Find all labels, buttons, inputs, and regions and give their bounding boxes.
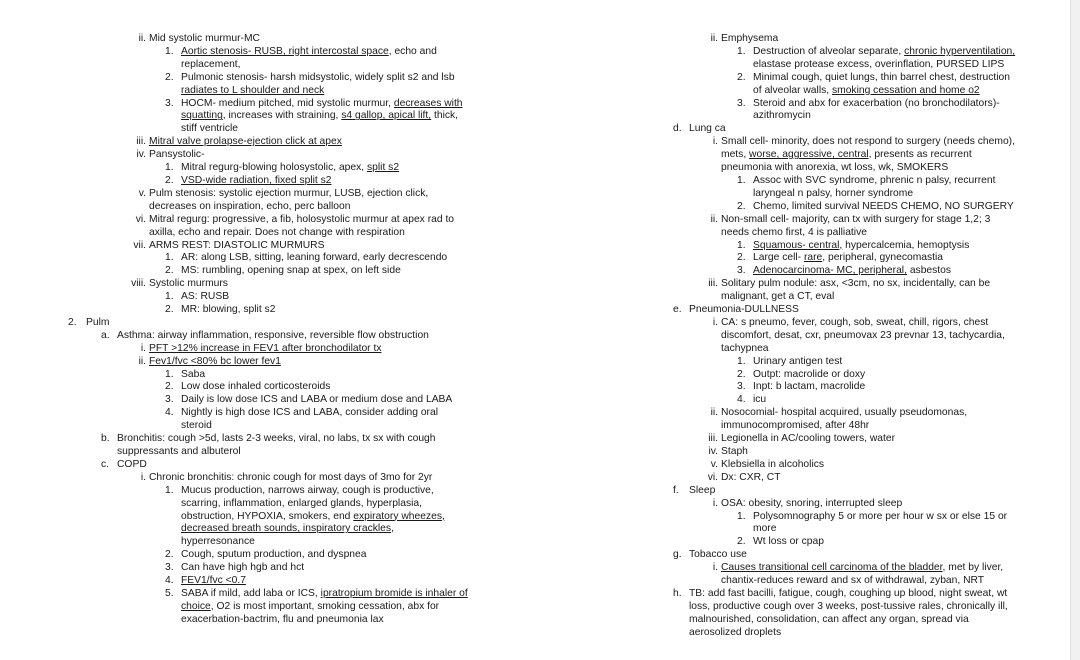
outline-text (721, 446, 1020, 459)
outline-marker: iv. (708, 446, 718, 457)
text-run: Mitral regurg: progressive, a fib, holosystolic murmur at apex rad to axilla, echo and repair. Does not change with respiration (149, 213, 455, 238)
text-run: Small cell- minority, does not respond to surgery (needs chemo), mets, (721, 136, 1015, 161)
outline-item (640, 252, 1020, 265)
outline-text (181, 407, 468, 433)
outline-marker: 1. (165, 252, 174, 264)
outline-item (68, 369, 468, 382)
outline-item (640, 459, 1020, 472)
outline-text (753, 252, 1020, 265)
outline-text (181, 304, 468, 317)
outline-item (68, 549, 468, 562)
outline-item (640, 201, 1020, 214)
outline-item (640, 472, 1020, 485)
outline-text (753, 381, 1020, 394)
text-run: elastase protease excess, overinflation, PURSED LIPS (753, 58, 1005, 70)
outline-text (689, 485, 1020, 498)
outline-marker: 2. (737, 536, 746, 548)
outline-item (68, 459, 468, 472)
outline-item (68, 588, 468, 627)
underlined-text: VSD-wide radiation, fixed split s2 (181, 174, 332, 186)
outline-item (68, 394, 468, 407)
outline-marker: d. (673, 123, 682, 135)
outline-text (117, 459, 468, 472)
outline-marker: iv. (136, 149, 146, 161)
outline-marker: viii. (131, 278, 146, 290)
text-run: Legionella in AC/cooling towers, water (721, 433, 896, 445)
outline-marker: 2. (165, 174, 174, 186)
underlined-text: Mitral valve prolapse-ejection click at apex (149, 136, 342, 148)
text-run: COPD (117, 458, 147, 470)
outline-marker: ii. (710, 407, 718, 419)
text-run: Destruction of alveolar separate, (753, 45, 905, 57)
text-run: Emphysema (721, 33, 779, 44)
outline-item (640, 562, 1020, 588)
text-run: Chemo, limited survival NEEDS CHEMO, NO SURGERY (753, 200, 1014, 212)
outline-marker: 1. (165, 162, 174, 174)
outline-item (640, 369, 1020, 382)
text-run: thick, stiff ventricle (181, 110, 459, 135)
outline-text (721, 562, 1020, 588)
outline-text (181, 369, 468, 382)
text-run: Minimal cough, quiet lungs, thin barrel chest, destruction of alveolar walls, (753, 71, 1010, 96)
text-run: MR: blowing, split s2 (181, 304, 276, 316)
text-run: Solitary pulm nodule: asx, <3cm, no sx, incidentally, can be malignant, get a CT, eval (721, 278, 991, 303)
underlined-text: worse, aggressive, central (749, 149, 869, 161)
outline-text (753, 369, 1020, 382)
text-run: Non-small cell- majority, can tx with surgery for stage 1,2; 3 needs chemo first, 4 is palliative (721, 213, 991, 238)
outline-item (640, 394, 1020, 407)
outline-text (181, 485, 468, 550)
outline-text (721, 498, 1020, 511)
outline-text (753, 201, 1020, 214)
text-run: Staph (721, 446, 748, 457)
text-run: HOCM- medium pitched, mid systolic murmur, (181, 97, 394, 109)
outline-text (181, 562, 468, 575)
underlined-text: Aortic stenosis- RUSB, right intercostal space (181, 45, 389, 57)
outline-text (689, 549, 1020, 562)
outline-item (640, 278, 1020, 304)
outline-item (68, 278, 468, 291)
text-run: , presents as recurrent pneumonia with anorexia, wt loss, wk, SMOKERS (721, 149, 972, 174)
outline-text (149, 188, 468, 214)
outline-marker: 3. (737, 97, 746, 109)
outline-item (640, 407, 1020, 433)
text-run: Saba (181, 368, 206, 380)
outline-item (640, 549, 1020, 562)
outline-marker: 3. (737, 381, 746, 393)
underlined-text: Squamous- central, (753, 239, 843, 251)
outline-item (640, 446, 1020, 459)
outline-text (753, 98, 1020, 124)
outline-item (68, 46, 468, 72)
outline-marker: ii. (138, 33, 146, 44)
text-run: Pulm stenosis: systolic ejection murmur, LUSB, ejection click, decreases on inspiration, echo, perc balloon (149, 187, 429, 212)
text-run: Assoc with SVC syndrome, phrenic n palsy, recurrent laryngeal n palsy, horner syndrome (753, 174, 996, 199)
text-run: Pneumonia-DULLNESS (689, 304, 799, 316)
outline-text (86, 317, 468, 330)
outline-text (721, 33, 1020, 46)
outline-item (68, 472, 468, 485)
outline-item (640, 46, 1020, 72)
left-column (68, 33, 468, 627)
outline-text (753, 240, 1020, 253)
outline-marker: 2. (165, 265, 174, 277)
underlined-text: FEV1/fvc <0.7 (181, 575, 246, 587)
outline-item (640, 304, 1020, 317)
outline-item (68, 252, 468, 265)
underlined-text: Adenocarcinoma- MC, peripheral, (753, 265, 907, 277)
outline-text (181, 252, 468, 265)
outline-marker: 2. (737, 368, 746, 380)
outline-item (640, 33, 1020, 46)
vertical-scrollbar[interactable] (1070, 0, 1080, 660)
outline-marker: 2. (165, 71, 174, 83)
outline-marker: 2. (737, 200, 746, 212)
outline-marker: 2. (165, 549, 174, 561)
outline-marker: v. (710, 458, 718, 470)
text-run: Asthma: airway inflammation, responsive, reversible flow obstruction (117, 329, 429, 341)
outline-text (181, 588, 468, 627)
outline-item (640, 317, 1020, 356)
outline-text (149, 149, 468, 162)
outline-text (181, 549, 468, 562)
outline-item (640, 511, 1020, 537)
outline-marker: 1. (737, 174, 746, 186)
outline-text (753, 356, 1020, 369)
underlined-text: smoking cessation and home o2 (831, 84, 980, 96)
outline-marker: 2. (68, 316, 77, 328)
outline-text (721, 407, 1020, 433)
outline-text (721, 278, 1020, 304)
outline-marker: 1. (165, 45, 174, 57)
text-run: Lung ca (689, 123, 726, 135)
outline-item (68, 562, 468, 575)
outline-text (689, 588, 1020, 640)
text-run: Can have high hgb and hct (181, 562, 305, 574)
underlined-text: rare (803, 252, 823, 264)
outline-text (721, 317, 1020, 356)
outline-marker: i. (140, 471, 146, 483)
outline-item (68, 407, 468, 433)
underlined-text: expiratory wheezes, decreased breath sounds, inspiratory crackles (181, 510, 445, 535)
outline-marker: i. (712, 316, 718, 328)
outline-marker: 3. (165, 562, 174, 574)
outline-item (640, 433, 1020, 446)
outline-text (149, 356, 468, 369)
outline-marker: i. (712, 497, 718, 509)
outline-text (117, 330, 468, 343)
outline-item (68, 291, 468, 304)
text-run: AS: RUSB (181, 291, 230, 303)
outline-marker: 4. (737, 394, 746, 406)
outline-text (753, 175, 1020, 201)
text-run: Chronic bronchitis: chronic cough for most days of 3mo for 2yr (149, 471, 433, 483)
outline-marker: i. (712, 136, 718, 148)
outline-marker: 1. (737, 239, 746, 251)
text-run: Daily is low dose ICS and LABA or medium dose and LABA (181, 394, 453, 406)
outline-item (640, 588, 1020, 640)
text-run: AR: along LSB, sitting, leaning forward, early decrescendo (181, 252, 448, 264)
text-run: , peripheral, gynecomastia (822, 252, 944, 264)
text-run: icu (753, 394, 767, 406)
text-run: Nosocomial- hospital acquired, usually pseudomonas, immunocompromised, after 48hr (721, 407, 968, 432)
outline-text (753, 536, 1020, 549)
text-run: Dx: CXR, CT (721, 471, 781, 483)
outline-item (68, 317, 468, 330)
outline-item (68, 381, 468, 394)
outline-text (181, 98, 468, 137)
outline-text (721, 214, 1020, 240)
text-run: Polysomnography 5 or more per hour w sx or else 15 or more (753, 510, 1008, 535)
outline-item (68, 330, 468, 343)
outline-marker: iii. (136, 136, 146, 148)
outline-text (753, 511, 1020, 537)
outline-marker: 1. (165, 368, 174, 380)
text-run: Mucus production, narrows airway, cough is productive, scarring, inflammation, enlarged glands, hyperplasia, obstruction, HYPOXIA, smokers, end (181, 484, 434, 522)
outline-text (753, 394, 1020, 407)
outline-item (68, 136, 468, 149)
outline-text (753, 72, 1020, 98)
outline-text (149, 33, 468, 46)
outline-marker: i. (140, 342, 146, 354)
outline-item (68, 98, 468, 137)
text-run: Nightly is high dose ICS and LABA, consider adding oral steroid (181, 407, 438, 432)
outline-item (640, 240, 1020, 253)
outline-text (181, 575, 468, 588)
outline-item (640, 536, 1020, 549)
outline-item (68, 485, 468, 550)
outline-marker: h. (673, 587, 682, 599)
outline-text (149, 343, 468, 356)
text-run: Pulmonic stenosis- harsh midsystolic, widely split s2 and lsb (181, 71, 455, 83)
text-run: Mitral regurg-blowing holosystolic, apex, (181, 162, 367, 174)
outline-marker: 1. (737, 510, 746, 522)
outline-marker: g. (673, 549, 682, 561)
outline-marker: ii. (710, 213, 718, 225)
text-run: Low dose inhaled corticosteroids (181, 381, 331, 393)
underlined-text: chronic hyperventilation, (904, 45, 1016, 57)
outline-item (68, 175, 468, 188)
outline-item (640, 381, 1020, 394)
outline-item (68, 343, 468, 356)
outline-item (68, 214, 468, 240)
text-run: OSA: obesity, snoring, interrupted sleep (721, 497, 903, 509)
outline-marker: 1. (165, 484, 174, 496)
outline-marker: ii. (710, 33, 718, 44)
text-run: Klebsiella in alcoholics (721, 458, 825, 470)
outline-item (68, 149, 468, 162)
outline-marker: i. (712, 562, 718, 574)
outline-text (181, 46, 468, 72)
outline-text (181, 175, 468, 188)
text-run: MS: rumbling, opening snap at spex, on left side (181, 265, 401, 277)
text-run: ARMS REST: DIASTOLIC MURMURS (149, 239, 325, 251)
outline-marker: 2. (165, 381, 174, 393)
text-run: Inpt: b lactam, macrolide (753, 381, 866, 393)
underlined-text: s4 gallop, apical lift, (341, 110, 432, 122)
outline-text (721, 136, 1020, 175)
outline-item (640, 175, 1020, 201)
text-run: Bronchitis: cough >5d, lasts 2-3 weeks, viral, no labs, tx sx with cough suppressants and albuterol (117, 433, 436, 457)
outline-marker: f. (673, 484, 679, 496)
outline-text (149, 214, 468, 240)
outline-marker: vii. (133, 239, 146, 251)
outline-text (181, 394, 468, 407)
outline-marker: b. (101, 433, 110, 445)
outline-item (640, 485, 1020, 498)
outline-item (68, 433, 468, 459)
outline-text (181, 265, 468, 278)
text-run: Pansystolic- (149, 149, 205, 161)
underlined-text: Fev1/fvc <80% bc lower fev1 (149, 355, 281, 367)
underlined-text: ipratropium bromide is inhaler of choice (181, 587, 468, 612)
text-run: Tobacco use (689, 549, 747, 561)
outline-marker: 4. (165, 407, 174, 419)
text-run: Sleep (689, 484, 716, 496)
text-run: TB: add fast bacilli, fatigue, cough, coughing up blood, night sweat, wt loss, productive cough over 3 weeks, post-tussive rales, chronically ill, malnourished, consolidation, can affect any organ, spread via aerosolized droplets (689, 587, 1008, 638)
outline-text (149, 278, 468, 291)
outline-item (68, 240, 468, 253)
text-run: Cough, sputum production, and dyspnea (181, 549, 367, 561)
outline-text (689, 304, 1020, 317)
outline-item (68, 265, 468, 278)
outline-marker: 5. (165, 587, 174, 599)
text-run: asbestos (906, 265, 952, 277)
outline-item (68, 575, 468, 588)
outline-marker: ii. (138, 355, 146, 367)
outline-marker: e. (673, 304, 682, 316)
outline-item (68, 188, 468, 214)
text-run: Pulm (86, 316, 110, 328)
text-run: Large cell- (753, 252, 804, 264)
outline-marker: iii. (708, 278, 718, 290)
outline-item (640, 123, 1020, 136)
outline-text (753, 265, 1020, 278)
outline-marker: 3. (165, 97, 174, 109)
text-run: Systolic murmurs (149, 278, 228, 290)
underlined-text: PFT >12% increase in FEV1 after bronchodilator tx (149, 342, 382, 354)
underlined-text: split s2 (367, 162, 400, 174)
outline-marker: 2. (165, 304, 174, 316)
text-run: SABA if mild, add laba or ICS, (181, 587, 321, 599)
outline-marker: 4. (165, 575, 174, 587)
outline-marker: 2. (737, 71, 746, 83)
outline-item (640, 136, 1020, 175)
text-run: Urinary antigen test (753, 355, 843, 367)
text-run: Steroid and abx for exacerbation (no bronchodilators)- azithromycin (753, 97, 1000, 122)
outline-text (181, 162, 468, 175)
outline-text (721, 433, 1020, 446)
text-run: CA: s pneumo, fever, cough, sob, sweat, chill, rigors, chest discomfort, desat, cxr, pneumovax 23 prevnar 13, tachycardia, tachypnea (721, 316, 1005, 354)
outline-item (640, 98, 1020, 124)
outline-text (721, 472, 1020, 485)
text-run: Wt loss or cpap (753, 536, 824, 548)
text-run: Mid systolic murmur-MC (149, 33, 260, 44)
outline-item (640, 498, 1020, 511)
outline-marker: 3. (165, 394, 174, 406)
outline-text (149, 136, 468, 149)
outline-text (181, 381, 468, 394)
outline-marker: vi. (707, 471, 718, 483)
underlined-text: Causes transitional cell carcinoma of the bladder (721, 562, 943, 574)
outline-marker: 2. (737, 252, 746, 264)
text-run: , increases with straining, (222, 110, 342, 122)
outline-marker: iii. (708, 433, 718, 445)
text-run: , hyperresonance (181, 523, 394, 548)
outline-text (149, 240, 468, 253)
outline-text (117, 433, 468, 459)
outline-text (181, 72, 468, 98)
outline-text (181, 291, 468, 304)
outline-item (640, 356, 1020, 369)
text-run: , met by liver, chantix-reduces reward and sx of withdrawal, zyban, NRT (721, 562, 1004, 587)
outline-marker: 1. (165, 291, 174, 303)
outline-item (640, 265, 1020, 278)
outline-item (68, 33, 468, 46)
right-column (640, 33, 1020, 640)
outline-marker: 1. (737, 355, 746, 367)
underlined-text: radiates to L shoulder and neck (181, 84, 325, 96)
outline-text (689, 123, 1020, 136)
text-run: , O2 is most important, smoking cessation, abx for exacerbation-bactrim, flu and pneumonia lax (181, 600, 440, 625)
outline-marker: vi. (135, 213, 146, 225)
underlined-text: decreases with squatting (181, 97, 463, 122)
outline-text (753, 46, 1020, 72)
text-run: Outpt: macrolide or doxy (753, 368, 866, 380)
outline-item (640, 214, 1020, 240)
outline-marker: 3. (737, 265, 746, 277)
outline-text (149, 472, 468, 485)
outline-item (68, 304, 468, 317)
outline-item (68, 162, 468, 175)
text-run: , echo and replacement, (181, 45, 437, 70)
outline-marker: v. (138, 187, 146, 199)
outline-marker: 1. (737, 45, 746, 57)
outline-marker: c. (101, 458, 110, 470)
outline-item (68, 72, 468, 98)
text-run: hypercalcemia, hemoptysis (842, 239, 970, 251)
outline-item (68, 356, 468, 369)
outline-item (640, 72, 1020, 98)
outline-marker: a. (101, 329, 110, 341)
outline-text (721, 459, 1020, 472)
